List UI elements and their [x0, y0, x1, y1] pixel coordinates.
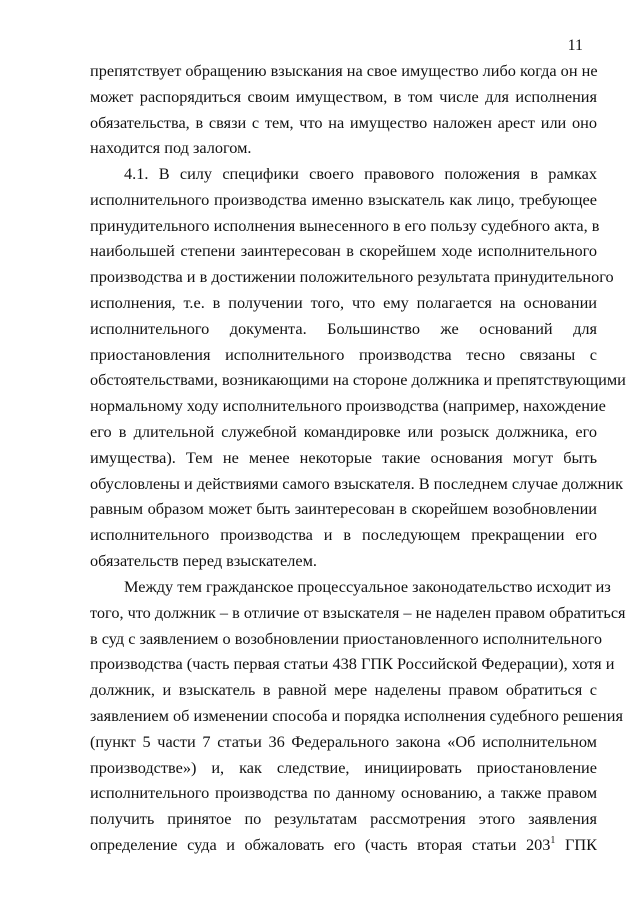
paragraph-3-line: Между тем гражданское процессуальное законодательство исходит из [124, 577, 611, 596]
paragraph-3-final-line-text: определение суда и обжаловать его (часть вторая статьи 203 [90, 834, 551, 854]
paragraph-3-line: исполнительного производства по данному основанию, а также правом [90, 783, 597, 803]
paragraph-1-line: препятствует обращению взыскания на свое имущество либо когда он не [90, 61, 598, 80]
paragraph-1 [90, 58, 597, 161]
superscript-footnote-marker: 1 [550, 834, 556, 846]
paragraph-2-line: обязательств перед взыскателем. [90, 550, 317, 570]
paragraph-3-line: того, что должник – в отличие от взыскателя – не наделен правом обратиться [90, 602, 626, 622]
paragraph-2-line: обусловлены и действиями самого взыскателя. В последнем случае должник [90, 473, 624, 493]
paragraph-3-line: получить принятое по результатам рассмотрения этого заявления [90, 809, 597, 829]
paragraph-2-line: имущества). Тем не менее некоторые такие основания могут быть [90, 447, 597, 467]
paragraph-2-line: приостановления исполнительного производства тесно связаны с [90, 344, 597, 364]
paragraph-1-line: обязательства, в связи с тем, что на имущество наложен арест или оно [90, 112, 597, 132]
paragraph-3-line: должник, и взыскатель в равной мере наделены правом обратиться с [90, 680, 597, 700]
page-number: 11 [567, 37, 583, 54]
paragraph-2-line: производства и в достижении положительного результата принудительного [90, 267, 614, 287]
paragraph-2-line: 4.1. В силу специфики своего правового положения в рамках [124, 164, 597, 183]
paragraph-1-line: может распорядиться своим имуществом, в том числе для исполнения [90, 86, 597, 106]
paragraph-2-line: равным образом может быть заинтересован в скорейшем возобновлении [90, 499, 597, 519]
paragraph-3 [90, 574, 626, 858]
paragraph-2-line: обстоятельствами, возникающими на стороне должника и препятствующими [90, 370, 626, 390]
paragraph-2-line: его в длительной служебной командировке или розыск должника, его [90, 421, 597, 441]
paragraph-2-line: принудительного исполнения вынесенного в его пользу судебного акта, в [90, 215, 600, 235]
paragraph-3-line: производстве») и, как следствие, инициировать приостановление [90, 757, 597, 777]
paragraph-2-line: исполнительного производства и в последующем прекращении его [90, 525, 597, 545]
paragraph-3-line: заявлением об изменении способа и порядка исполнения судебного решения [90, 705, 623, 725]
paragraph-2-line: исполнительного документа. Большинство же оснований для [90, 318, 597, 338]
paragraph-3-final-line-suffix: ГПК [555, 834, 597, 854]
paragraph-1-line: находится под залогом. [90, 138, 252, 158]
paragraph-3-line: в суд с заявлением о возобновлении приостановленного исполнительного [90, 628, 602, 648]
paragraph-3-line: (пункт 5 части 7 статьи 36 Федерального закона «Об исполнительном [90, 731, 597, 751]
paragraph-3-line: производства (часть первая статьи 438 ГПК Российской Федерации), хотя и [90, 654, 615, 674]
paragraph-2-line: нормальному ходу исполнительного производства (например, нахождение [90, 396, 606, 416]
paragraph-3-final-line [90, 832, 597, 858]
paragraph-2-line: исполнительного производства именно взыскатель как лицо, требующее [90, 189, 597, 209]
paragraph-2-line: исполнения, т.е. в получении того, что ему полагается на основании [90, 292, 597, 312]
paragraph-2-line: наибольшей степени заинтересован в скорейшем ходе исполнительного [90, 241, 597, 261]
paragraph-2 [90, 161, 626, 574]
